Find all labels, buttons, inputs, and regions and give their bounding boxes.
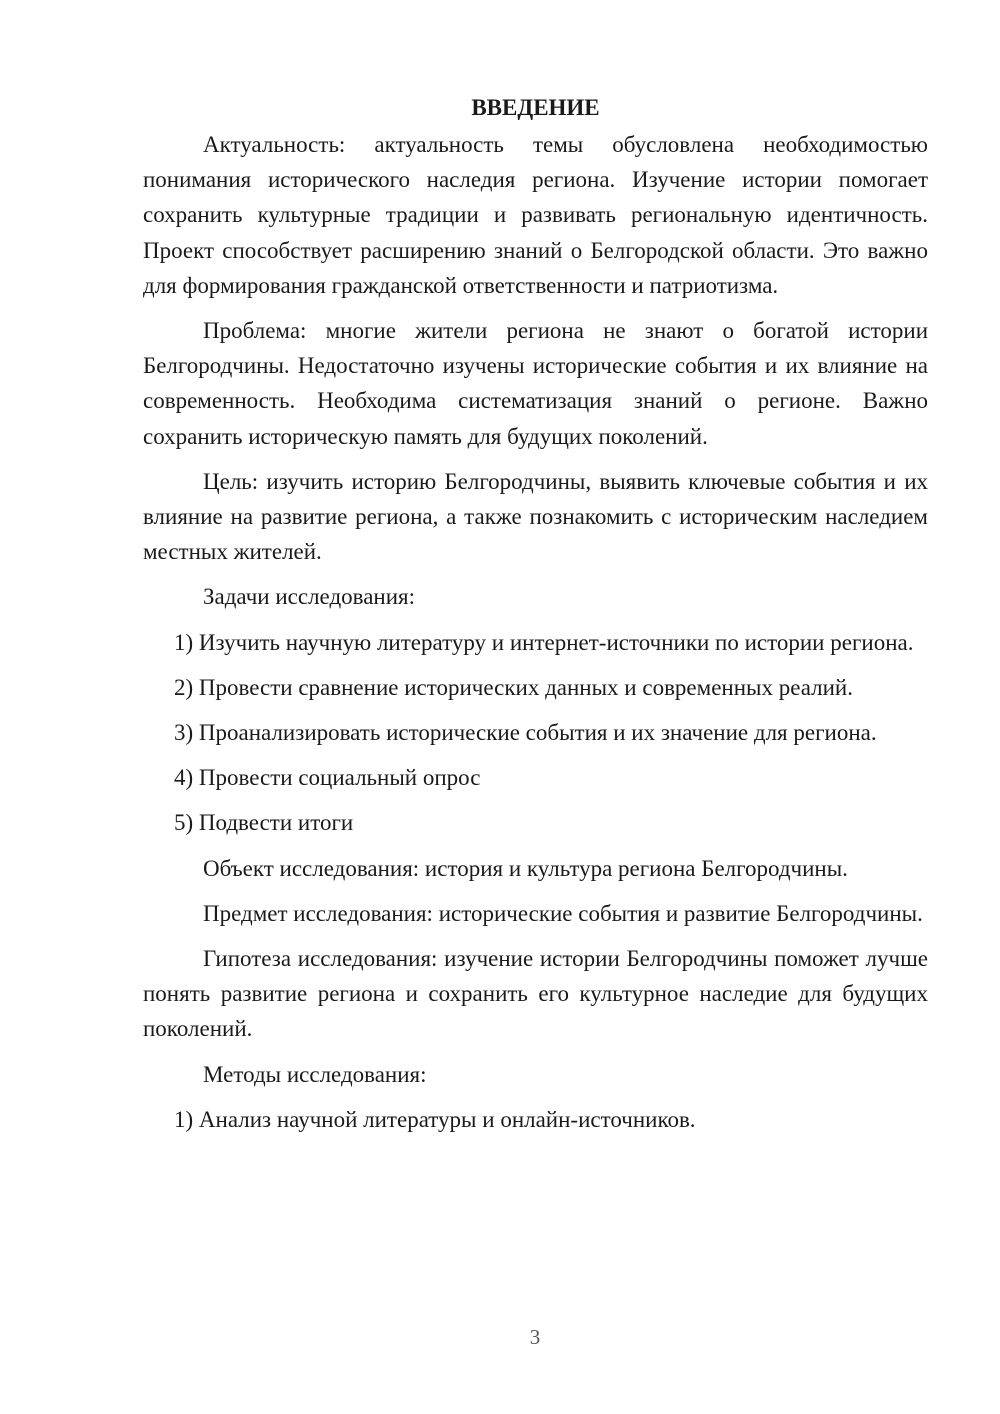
paragraph-goal: Цель: изучить историю Белгородчины, выявить ключевые события и их влияние на развитие региона, а также познакомить с историческим наследием местных жителей.: [143, 468, 928, 565]
method-item-1: 1) Анализ научной литературы и онлайн-источников.: [174, 1106, 696, 1132]
task-item-2: 2) Провести сравнение исторических данных и современных реалий.: [174, 674, 853, 700]
paragraph-methods-heading: Методы исследования:: [203, 1061, 427, 1087]
task-item-5: 5) Подвести итоги: [174, 810, 354, 836]
task-item-3: 3) Проанализировать исторические события и их значение для региона.: [174, 720, 877, 746]
paragraph-tasks-heading: Задачи исследования:: [203, 584, 416, 610]
task-item-1: 1) Изучить научную литературу и интернет-источники по истории региона.: [174, 629, 914, 655]
paragraph-relevance: Актуальность: актуальность темы обусловлена необходимостью понимания исторического наследия региона. Изучение истории помогает сохранить культурные традиции и развивать региональную идентичность. Проект способствует расширению знаний о Белгородской области. Это важно для формирования гражданской ответственности и патриотизма.: [143, 132, 928, 298]
paragraph-problem: Проблема: многие жители региона не знают о богатой истории Белгородчины. Недостаточно изучены исторические события и их влияние на современность. Необходима систематизация знаний о регионе. Важно сохранить историческую память для будущих поколений.: [143, 318, 928, 449]
section-title: ВВЕДЕНИЕ: [471, 95, 600, 120]
paragraph-subject: Предмет исследования: исторические события и развитие Белгородчины.: [203, 900, 923, 926]
task-item-4: 4) Провести социальный опрос: [174, 765, 481, 791]
document-page: [143, 90, 928, 1147]
paragraph-object: Объект исследования: история и культура региона Белгородчины.: [203, 855, 848, 881]
paragraph-hypothesis: Гипотеза исследования: изучение истории Белгородчины поможет лучше понять развитие региона и сохранить его культурное наследие для будущих поколений.: [143, 946, 928, 1042]
page-number: 3: [529, 1325, 541, 1349]
